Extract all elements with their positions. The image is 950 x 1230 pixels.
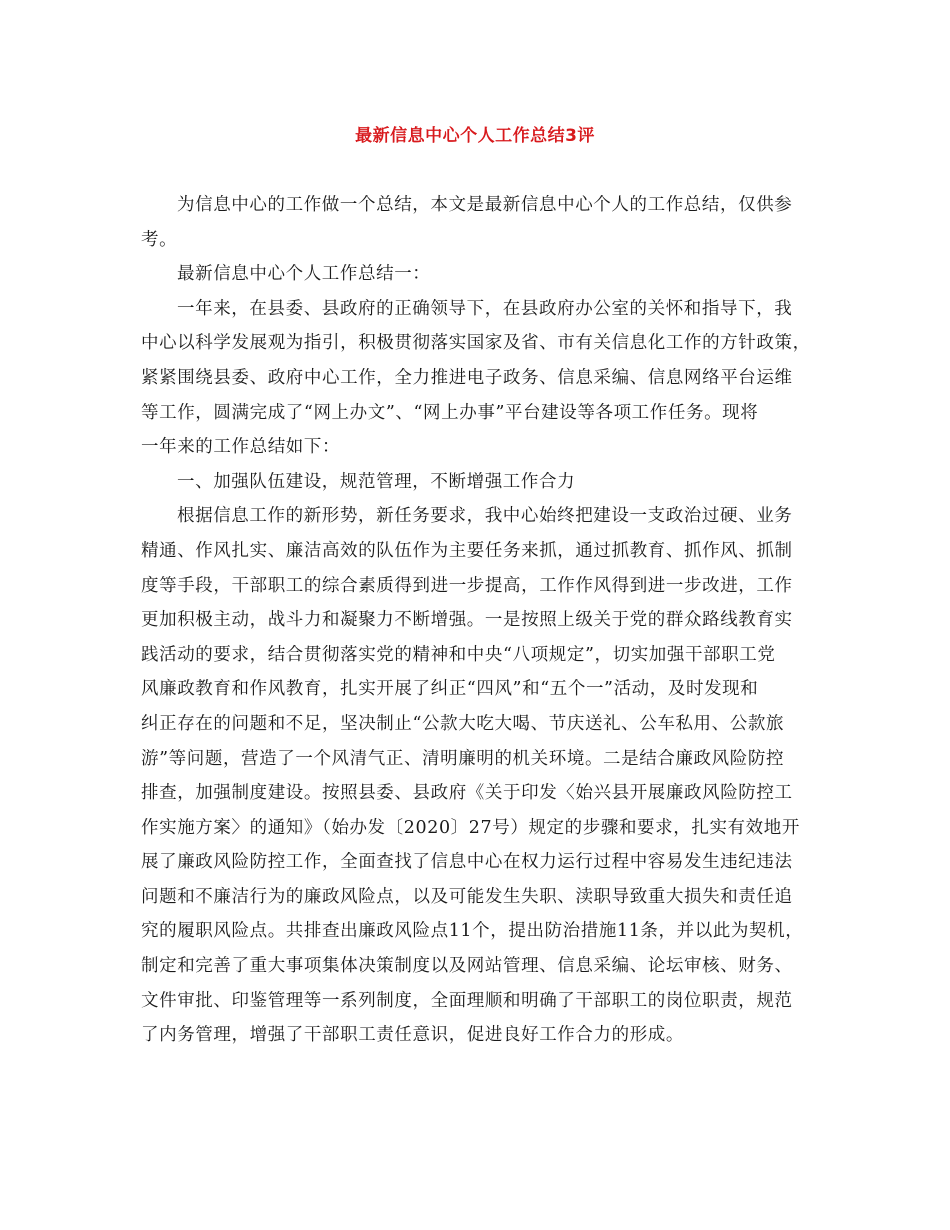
section-heading: 一、加强队伍建设，规范管理，不断增强工作合力 (177, 471, 576, 492)
paragraph-line: 问题和不廉洁行为的廉政风险点，以及可能发生失职、渎职导致重大损失和责任追 (141, 886, 793, 907)
paragraph-line: 践活动的要求，结合贯彻落实党的精神和中央“八项规定”，切实加强干部职工党 (141, 644, 776, 665)
paragraph-line: 考。 (141, 229, 178, 250)
paragraph-line: 文件审批、印鉴管理等一系列制度，全面理顺和明确了干部职工的岗位职责，规范 (141, 990, 793, 1011)
paragraph-line: 中心以科学发展观为指引，积极贯彻落实国家及省、市有关信息化工作的方针政策， (141, 333, 811, 354)
paragraph-line: 游”等问题，营造了一个风清气正、清明廉明的机关环境。二是结合廉政风险防控 (141, 748, 785, 769)
section-heading: 最新信息中心个人工作总结一： (177, 264, 431, 285)
paragraph-line: 一年来，在县委、县政府的正确领导下，在县政府办公室的关怀和指导下，我 (177, 298, 793, 319)
paragraph-line: 度等手段，干部职工的综合素质得到进一步提高，工作作风得到进一步改进，工作 (141, 575, 793, 596)
paragraph-line: 根据信息工作的新形势，新任务要求，我中心始终把建设一支政治过硬、业务 (177, 506, 793, 527)
paragraph-line: 风廉政教育和作风教育，扎实开展了纠正“四风”和“五个一”活动，及时发现和 (141, 679, 759, 700)
paragraph-line: 精通、作风扎实、廉洁高效的队伍作为主要任务来抓，通过抓教育、抓作风、抓制 (141, 540, 793, 561)
paragraph-line: 一年来的工作总结如下： (141, 437, 341, 458)
paragraph-line: 纠正存在的问题和不足，坚决制止“公款大吃大喝、节庆送礼、公车私用、公款旅 (141, 713, 785, 734)
paragraph-line: 制定和完善了重大事项集体决策制度以及网站管理、信息采编、论坛审核、财务、 (141, 956, 793, 977)
paragraph-line: 为信息中心的工作做一个总结，本文是最新信息中心个人的工作总结，仅供参 (177, 195, 793, 215)
paragraph-line: 展了廉政风险防控工作，全面查找了信息中心在权力运行过程中容易发生违纪违法 (141, 852, 793, 873)
paragraph-line: 更加积极主动，战斗力和凝聚力不断增强。一是按照上级关于党的群众路线教育实 (141, 610, 793, 631)
paragraph-line: 等工作，圆满完成了“网上办文”、“网上办事”平台建设等各项工作任务。现将 (141, 402, 759, 423)
document-title: 最新信息中心个人工作总结3评 (355, 126, 595, 146)
paragraph-line: 作实施方案〉的通知》（始办发〔2020〕27号）规定的步骤和要求，扎实有效地开 (141, 817, 800, 838)
document-body (141, 188, 831, 1053)
paragraph-line: 究的履职风险点。共排查出廉政风险点11个，提出防治措施11条，并以此为契机， (141, 921, 804, 942)
paragraph-line: 排查，加强制度建设。按照县委、县政府《关于印发〈始兴县开展廉政风险防控工 (141, 783, 793, 804)
paragraph-line: 了内务管理，增强了干部职工责任意识，促进良好工作合力的形成。 (141, 1025, 684, 1046)
paragraph-line: 紧紧围绕县委、政府中心工作，全力推进电子政务、信息采编、信息网络平台运维 (141, 367, 793, 388)
